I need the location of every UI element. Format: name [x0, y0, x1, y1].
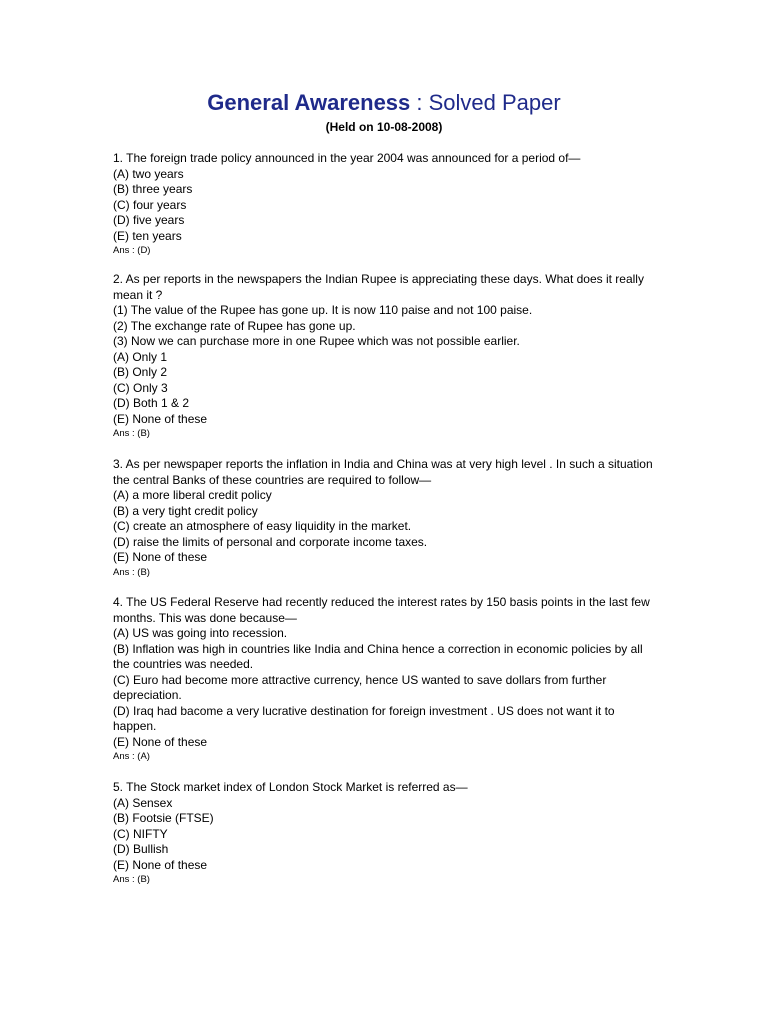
option: (B) Footsie (FTSE) — [113, 811, 214, 825]
answer-label: Ans : (D) — [113, 245, 151, 256]
option: (B) a very tight credit policy — [113, 503, 258, 518]
option: (B) Only 2 — [113, 365, 168, 379]
question-1 — [113, 151, 658, 257]
option: (C) Euro had become more attractive currency, hence US wanted to save dollars from further depreciation. — [113, 672, 607, 702]
question-text: 3. As per newspaper reports the inflation in India and China was at very high level . In such a situation the central Banks of these countries are required to follow— — [113, 457, 653, 487]
option: (C) Only 3 — [113, 380, 168, 395]
answer-label: Ans : (A) — [113, 751, 150, 762]
page-title — [0, 89, 768, 117]
answer-label: Ans : (B) — [113, 428, 150, 439]
title-suffix: : Solved Paper — [410, 90, 561, 115]
answer-label: Ans : (B) — [113, 566, 150, 578]
question-text: 2. As per reports in the newspapers the Indian Rupee is appreciating these days. What does it really mean it ? — [113, 272, 644, 302]
option: (A) Sensex — [113, 795, 173, 810]
option: (B) Inflation was high in countries like India and China hence a correction in economic policies by all the countries was needed. — [113, 641, 643, 671]
option: (1) The value of the Rupee has gone up. It is now 110 paise and not 100 paise. — [113, 303, 533, 317]
option: (C) create an atmosphere of easy liquidity in the market. — [113, 519, 412, 533]
option: (A) a more liberal credit policy — [113, 488, 272, 502]
option: (D) five years — [113, 213, 185, 227]
option: (2) The exchange rate of Rupee has gone up. — [113, 318, 356, 333]
question-text: 5. The Stock market index of London Stock Market is referred as— — [113, 780, 468, 794]
option: (3) Now we can purchase more in one Rupee which was not possible earlier. — [113, 334, 520, 348]
option: (D) Bullish — [113, 842, 169, 856]
option: (E) ten years — [113, 228, 182, 243]
question-text: 4. The US Federal Reserve had recently reduced the interest rates by 150 basis points in the last few months. This was done because— — [113, 595, 650, 625]
question-3 — [113, 457, 658, 579]
option: (E) None of these — [113, 550, 208, 564]
option: (A) two years — [113, 166, 184, 181]
question-5 — [113, 780, 658, 886]
option: (D) raise the limits of personal and corporate income taxes. — [113, 534, 428, 549]
option: (A) US was going into recession. — [113, 626, 288, 640]
option: (D) Both 1 & 2 — [113, 396, 190, 410]
option: (B) three years — [113, 182, 193, 196]
option: (E) None of these — [113, 411, 208, 426]
option: (C) NIFTY — [113, 826, 168, 841]
title-subject: General Awareness — [207, 90, 411, 115]
question-2 — [113, 272, 658, 440]
question-text: 1. The foreign trade policy announced in the year 2004 was announced for a period of— — [113, 151, 581, 165]
option: (A) Only 1 — [113, 349, 168, 364]
option: (E) None of these — [113, 734, 208, 749]
question-4 — [113, 595, 658, 763]
option: (E) None of these — [113, 857, 208, 872]
page-subtitle: (Held on 10-08-2008) — [325, 120, 443, 134]
option: (C) four years — [113, 197, 187, 212]
answer-label: Ans : (B) — [113, 874, 150, 885]
option: (D) Iraq had bacome a very lucrative destination for foreign investment . US does not want it to happen. — [113, 703, 615, 733]
